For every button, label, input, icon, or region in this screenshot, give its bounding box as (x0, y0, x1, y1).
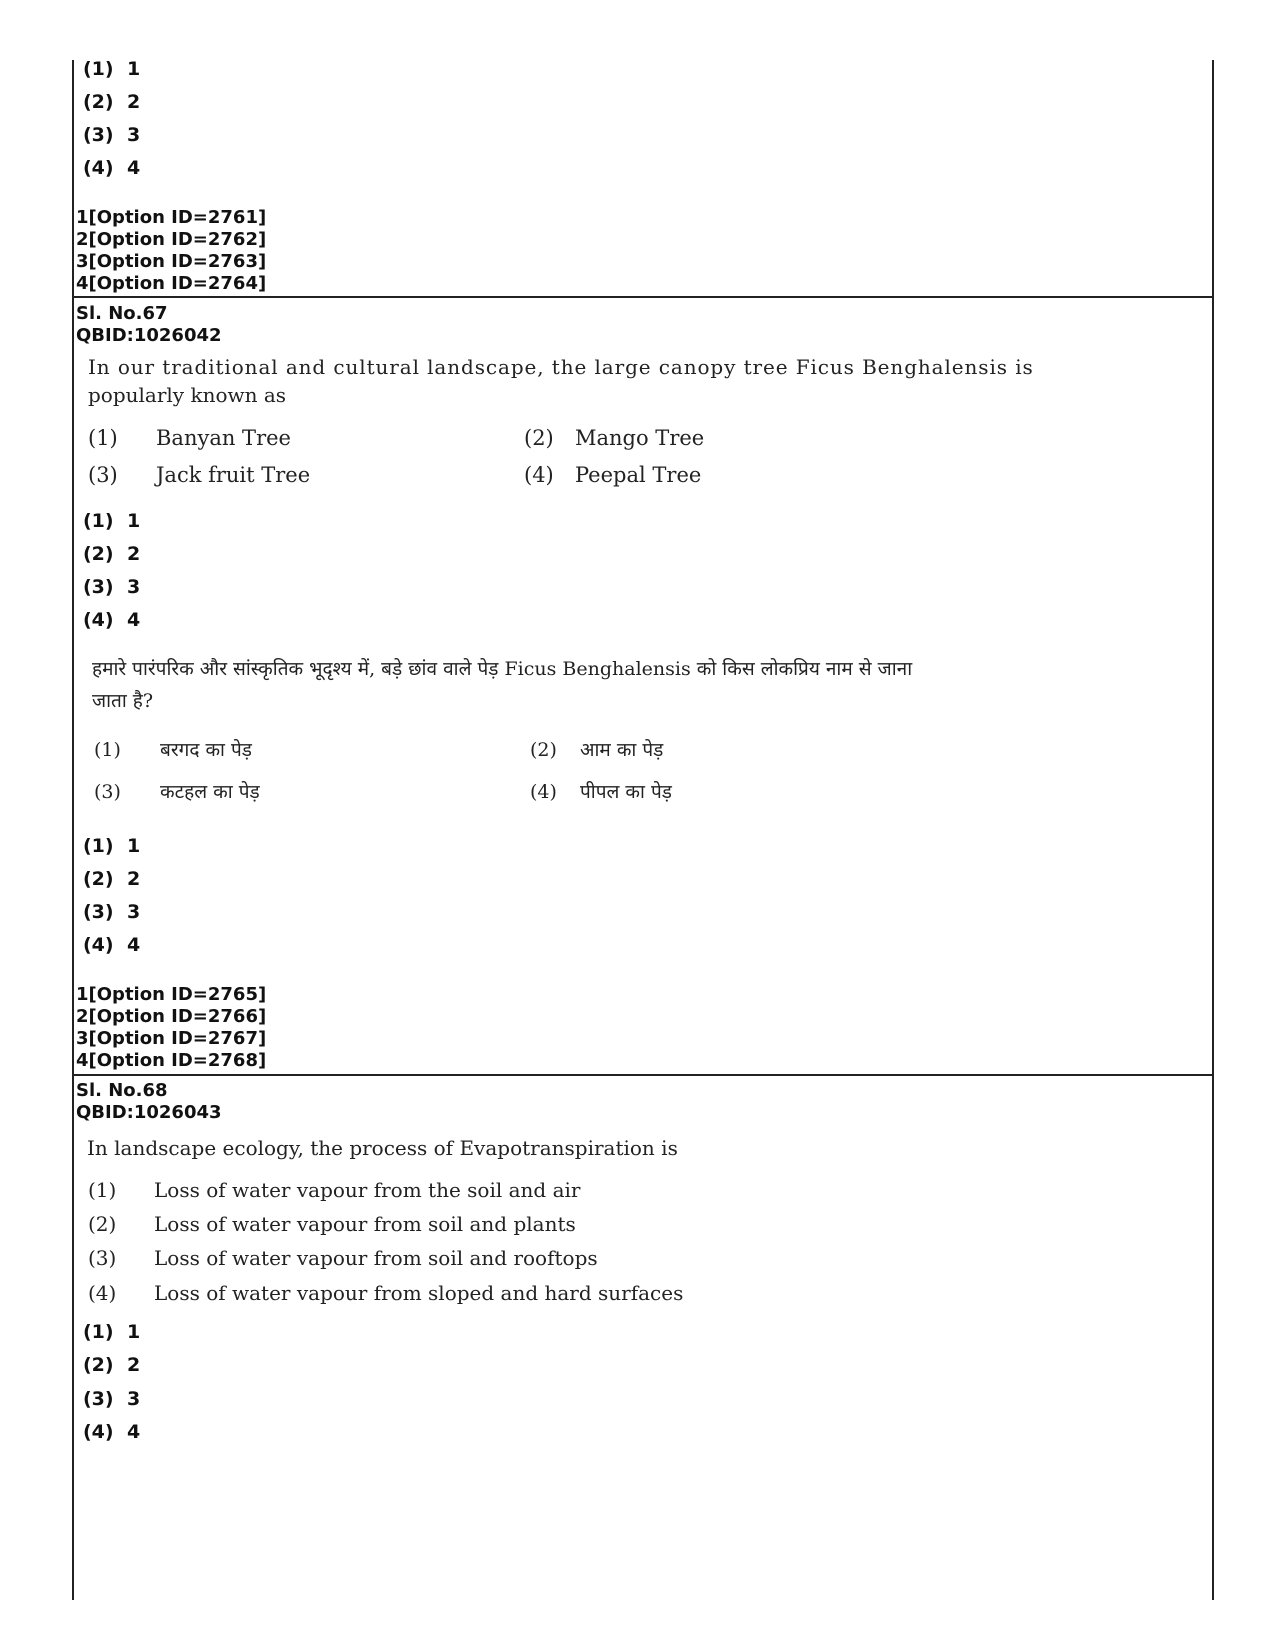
question-header (76, 1080, 222, 1124)
option-id: 3[Option ID=2767] (76, 1028, 267, 1049)
choice-value: 3 (127, 576, 141, 598)
divider (72, 1074, 1214, 1076)
answer-choice[interactable] (83, 576, 140, 598)
option-number: (1) (88, 1178, 117, 1202)
answer-choice[interactable] (83, 868, 140, 890)
option-number: (1) (94, 739, 121, 761)
answer-choice[interactable] (83, 543, 140, 565)
option-id: 4[Option ID=2768] (76, 1050, 267, 1071)
choice-label: (1) (83, 58, 114, 80)
question-text: In landscape ecology, the process of Evapotranspiration is (87, 1136, 678, 1160)
question-text-hindi: हमारे पारंपरिक और सांस्कृतिक भूदृश्य में, बड़े छांव वाले पेड़ Ficus Benghalensis को किस लोकप्रिय नाम से जाना (92, 658, 913, 680)
option-number: (4) (524, 463, 554, 487)
choice-value: 4 (127, 609, 141, 631)
divider (72, 296, 1214, 298)
option-id: 3[Option ID=2763] (76, 251, 267, 272)
option-text: Banyan Tree (156, 426, 291, 450)
answer-choice[interactable] (83, 1321, 140, 1343)
question-option (88, 1281, 683, 1305)
choice-label: (4) (83, 934, 114, 956)
option-id: 4[Option ID=2764] (76, 273, 267, 294)
option-id: 1[Option ID=2765] (76, 984, 267, 1005)
choice-label: (2) (83, 868, 114, 890)
answer-choice[interactable] (83, 1388, 140, 1410)
option-text: Loss of water vapour from soil and plants (154, 1212, 576, 1236)
choice-value: 1 (127, 1321, 141, 1343)
answer-choice[interactable] (83, 157, 140, 179)
answer-choice[interactable] (83, 901, 140, 923)
choice-value: 1 (127, 510, 141, 532)
choice-label: (3) (83, 576, 114, 598)
answer-choice[interactable] (83, 934, 140, 956)
question-header (76, 303, 222, 347)
choice-label: (2) (83, 1354, 114, 1376)
question-text: popularly known as (88, 383, 287, 407)
option-id: 1[Option ID=2761] (76, 207, 267, 228)
choice-label: (4) (83, 157, 114, 179)
choice-label: (1) (83, 510, 114, 532)
choice-label: (3) (83, 1388, 114, 1410)
option-text: बरगद का पेड़ (160, 739, 252, 761)
choice-label: (1) (83, 1321, 114, 1343)
choice-value: 2 (127, 868, 141, 890)
choice-value: 4 (127, 1421, 141, 1443)
question-option (88, 1212, 576, 1236)
answer-choice[interactable] (83, 609, 140, 631)
question-option-hindi (530, 736, 663, 762)
question-option-hindi (94, 778, 260, 804)
answer-choice[interactable] (83, 835, 140, 857)
option-text: Mango Tree (575, 426, 705, 450)
question-option (88, 1246, 598, 1270)
option-text: Jack fruit Tree (156, 463, 311, 487)
serial-number: Sl. No.67 (76, 303, 168, 324)
choice-label: (2) (83, 543, 114, 565)
option-number: (3) (94, 781, 121, 803)
choice-value: 1 (127, 58, 141, 80)
answer-choice[interactable] (83, 58, 140, 80)
option-text: पीपल का पेड़ (580, 781, 672, 803)
option-number: (2) (524, 426, 554, 450)
question-option (88, 426, 291, 450)
choice-label: (4) (83, 1421, 114, 1443)
option-id: 2[Option ID=2762] (76, 229, 267, 250)
choice-value: 4 (127, 934, 141, 956)
choice-value: 1 (127, 835, 141, 857)
choice-value: 3 (127, 901, 141, 923)
answer-choice[interactable] (83, 510, 140, 532)
option-number: (4) (88, 1281, 117, 1305)
choice-value: 2 (127, 91, 141, 113)
option-number: (2) (530, 739, 557, 761)
choice-label: (3) (83, 901, 114, 923)
option-id-list (76, 207, 266, 295)
qbid: QBID:1026042 (76, 325, 222, 346)
choice-value: 3 (127, 1388, 141, 1410)
option-number: (1) (88, 426, 118, 450)
answer-choice[interactable] (83, 91, 140, 113)
question-text-hindi: जाता है? (92, 690, 154, 712)
qbid: QBID:1026043 (76, 1102, 222, 1123)
option-number: (2) (88, 1212, 117, 1236)
choice-label: (4) (83, 609, 114, 631)
option-number: (3) (88, 1246, 117, 1270)
answer-choice[interactable] (83, 1354, 140, 1376)
option-text: कटहल का पेड़ (160, 781, 260, 803)
question-option (524, 426, 704, 450)
answer-choice[interactable] (83, 124, 140, 146)
option-id-list (76, 984, 266, 1072)
choice-value: 4 (127, 157, 141, 179)
choice-value: 3 (127, 124, 141, 146)
question-text: In our traditional and cultural landscape, the large canopy tree Ficus Benghalensis is (88, 355, 1034, 379)
option-text: Loss of water vapour from soil and rooftops (154, 1246, 598, 1270)
serial-number: Sl. No.68 (76, 1080, 168, 1101)
choice-value: 2 (127, 543, 141, 565)
option-text: Loss of water vapour from the soil and air (154, 1178, 581, 1202)
option-text: आम का पेड़ (580, 739, 664, 761)
question-option (524, 463, 701, 487)
option-number: (3) (88, 463, 118, 487)
option-id: 2[Option ID=2766] (76, 1006, 267, 1027)
choice-label: (3) (83, 124, 114, 146)
option-text: Loss of water vapour from sloped and hard surfaces (154, 1281, 684, 1305)
choice-value: 2 (127, 1354, 141, 1376)
question-option (88, 463, 310, 487)
choice-label: (1) (83, 835, 114, 857)
question-option (88, 1178, 580, 1202)
option-number: (4) (530, 781, 557, 803)
answer-choice[interactable] (83, 1421, 140, 1443)
option-text: Peepal Tree (575, 463, 702, 487)
choice-label: (2) (83, 91, 114, 113)
question-option-hindi (94, 736, 252, 762)
question-option-hindi (530, 778, 672, 804)
